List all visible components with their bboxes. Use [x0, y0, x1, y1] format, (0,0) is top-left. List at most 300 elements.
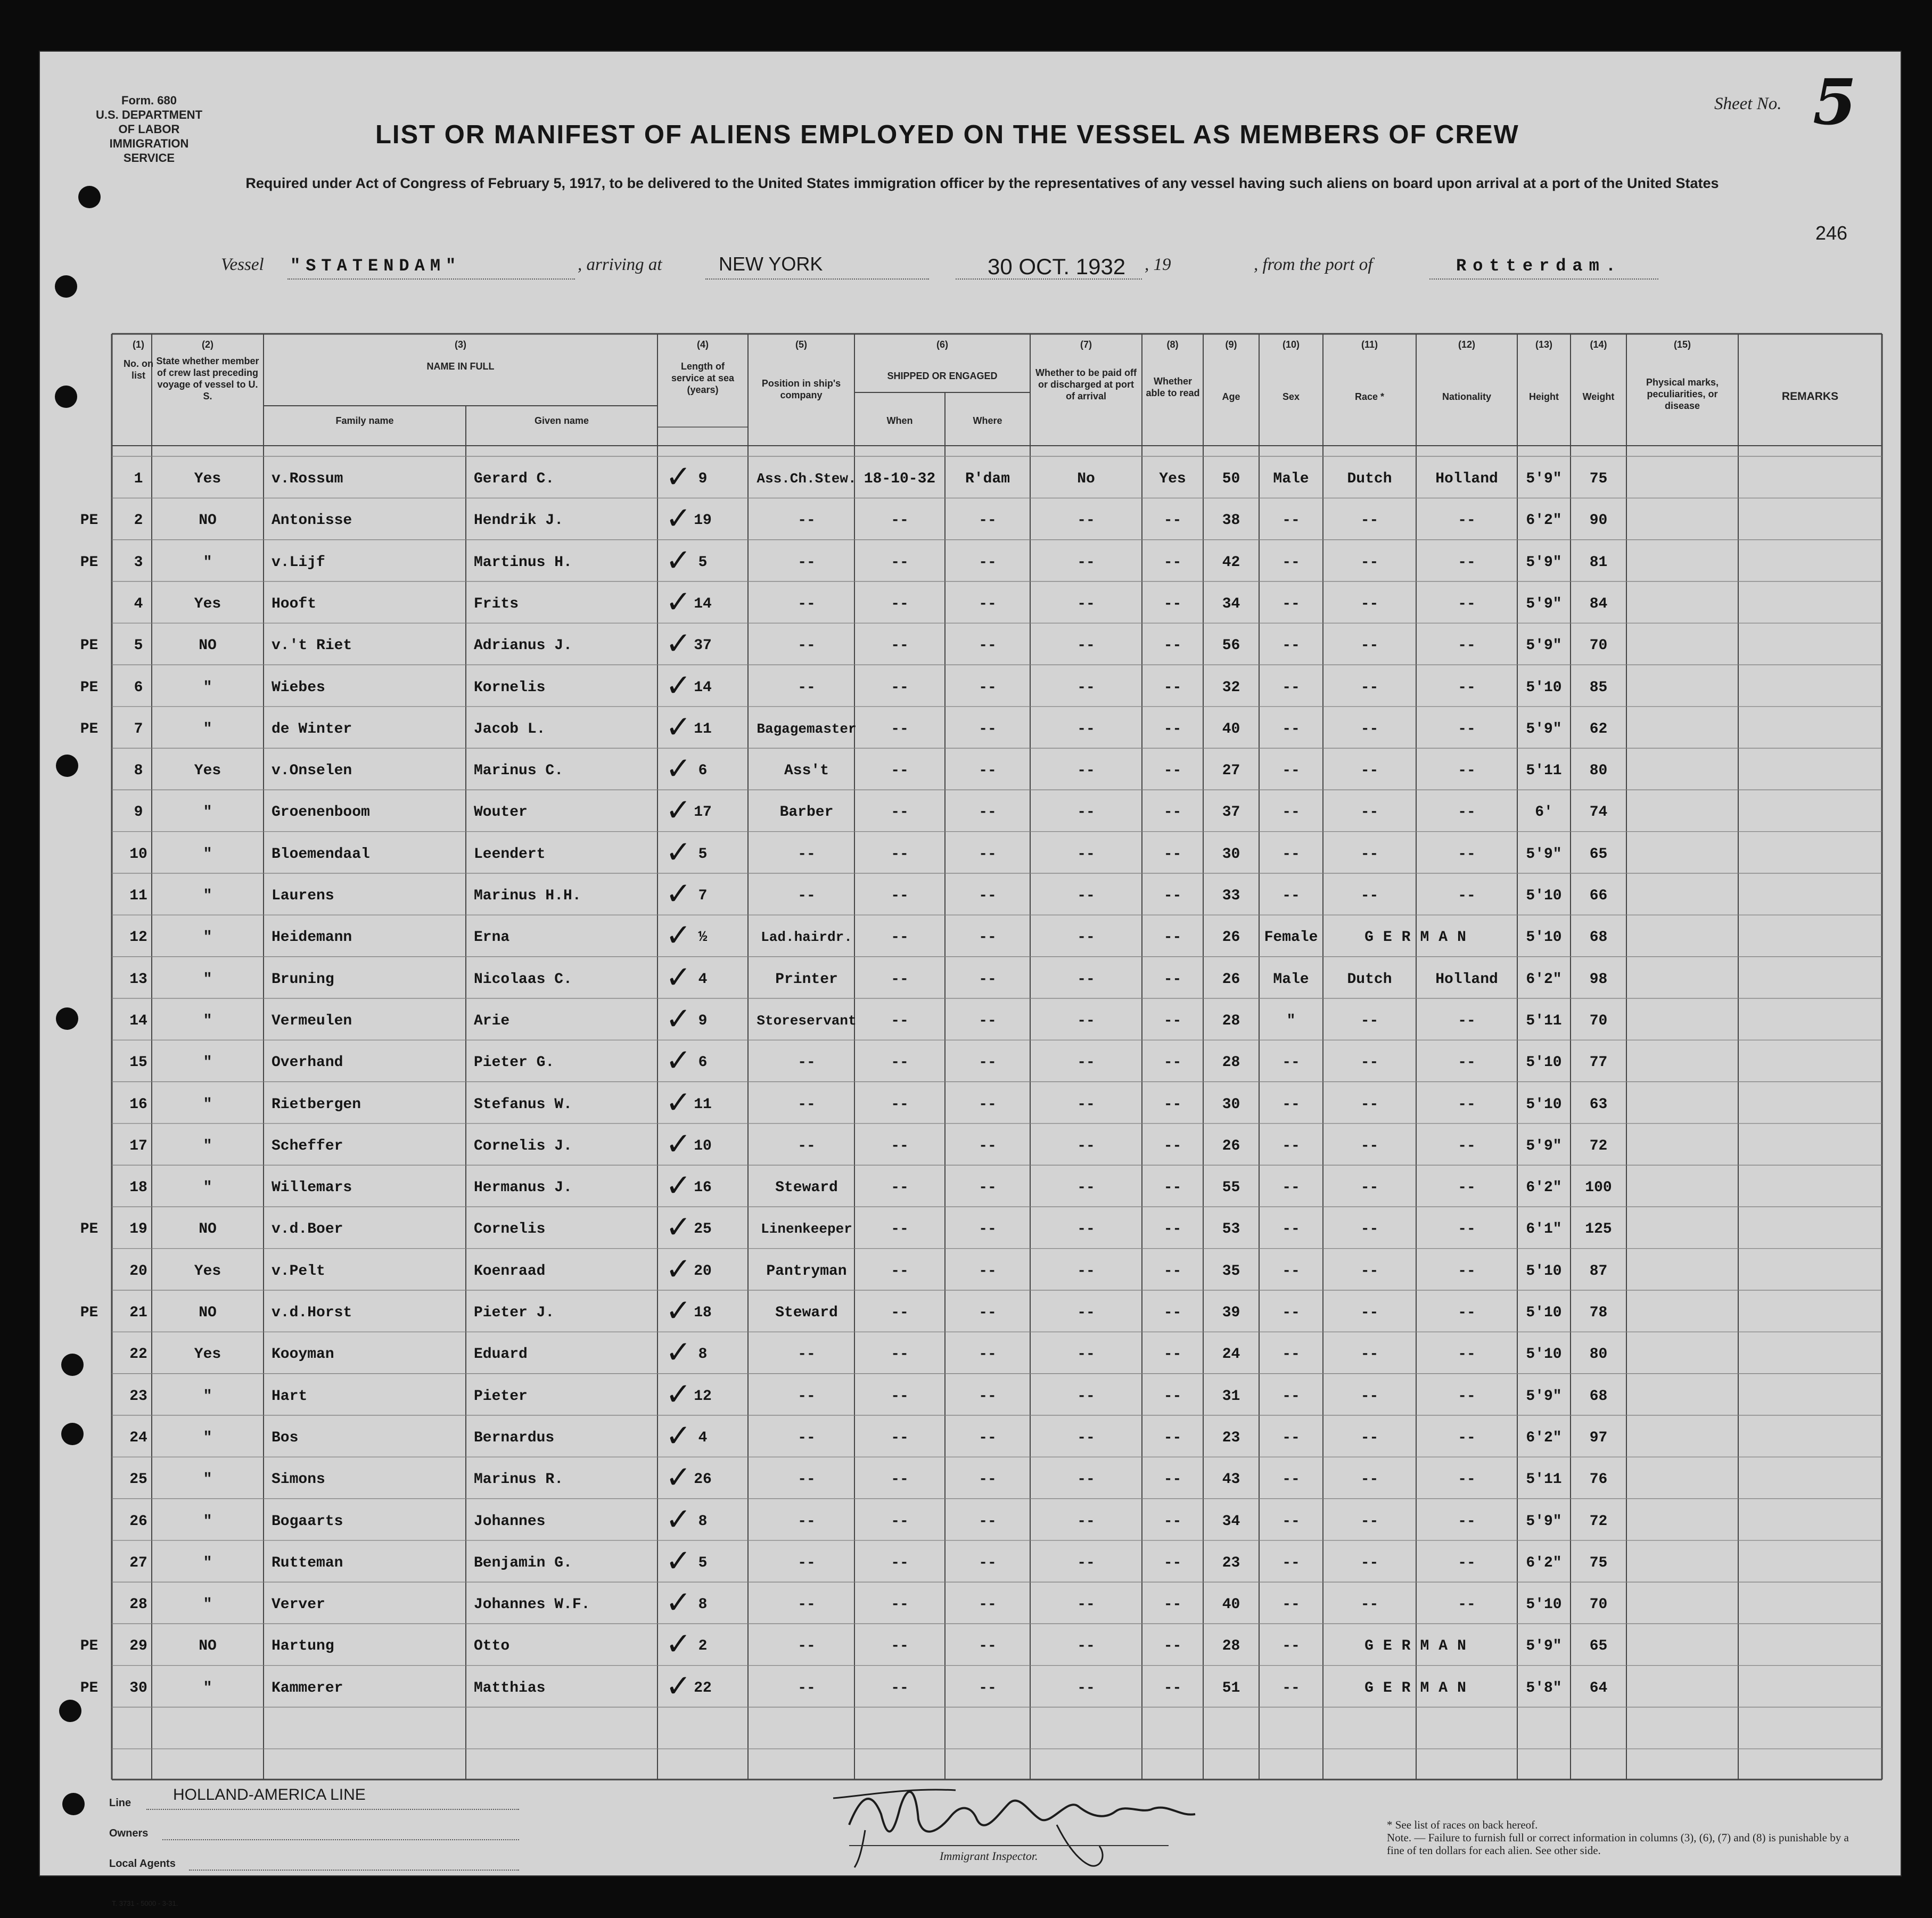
cell-sex: -- [1282, 637, 1300, 654]
cell-no: 12 [129, 929, 147, 946]
header-when: When [886, 415, 913, 426]
check-mark-icon: ✓ [665, 708, 692, 745]
cell-race: -- [1360, 1305, 1379, 1321]
cell-given-name: Erna [474, 929, 510, 946]
table-row [40, 1457, 1901, 1498]
cell-previous-voyage: NO [199, 512, 217, 529]
table-row [40, 915, 1901, 956]
cell-height: 5'9" [1526, 1513, 1562, 1530]
cell-previous-voyage: " [203, 679, 212, 696]
cell-given-name: Marinus R. [474, 1471, 564, 1488]
cell-given-name: Johannes [474, 1513, 546, 1530]
cell-age: 37 [1222, 804, 1240, 821]
cell-sex: Male [1273, 471, 1309, 487]
cell-able-read: -- [1163, 679, 1182, 696]
cell-age: 30 [1222, 1096, 1240, 1113]
header-state-whether: State whether member of crew last preceding voyage of vessel to U. S. [156, 356, 259, 401]
cell-height: 5'10 [1526, 929, 1562, 946]
cell-age: 39 [1222, 1305, 1240, 1321]
year-label: , 19 [1145, 255, 1171, 274]
cell-where: -- [979, 1054, 997, 1071]
cell-sex: -- [1282, 554, 1300, 571]
cell-length-service: 19 [694, 512, 712, 529]
cell-no: 14 [129, 1012, 147, 1029]
cell-no: 17 [129, 1137, 147, 1154]
cell-age: 24 [1222, 1346, 1240, 1363]
cell-family-name: v.Lijf [272, 554, 325, 571]
table-row [40, 540, 1901, 581]
cell-length-service: 37 [694, 637, 712, 654]
cell-able-read: -- [1163, 1221, 1182, 1238]
cell-when: -- [891, 1638, 909, 1655]
punch-hole [55, 275, 77, 298]
cell-length-service: 18 [694, 1305, 712, 1321]
table-row [40, 1332, 1901, 1373]
cell-height: 5'11 [1526, 1012, 1562, 1029]
cell-where: -- [979, 1513, 997, 1530]
cell-when: -- [891, 679, 909, 696]
cell-when: -- [891, 929, 909, 946]
check-mark-icon: ✓ [665, 458, 692, 495]
cell-paid-off: -- [1077, 846, 1095, 863]
cell-where: -- [979, 554, 997, 571]
check-mark-icon: ✓ [665, 1125, 692, 1162]
cell-position: -- [798, 1054, 816, 1071]
cell-able-read: -- [1163, 888, 1182, 904]
cell-previous-voyage: NO [199, 637, 217, 654]
cell-age: 55 [1222, 1179, 1240, 1196]
cell-nationality: -- [1458, 1012, 1476, 1029]
cell-position: Lad.hairdr. [761, 929, 852, 946]
cell-where: -- [979, 595, 997, 612]
header-remarks: REMARKS [1781, 390, 1839, 403]
check-mark-icon: ✓ [665, 500, 692, 537]
check-mark-icon: ✓ [665, 1084, 692, 1120]
cell-previous-voyage: " [203, 1471, 212, 1488]
cell-sex: -- [1282, 763, 1300, 780]
cell-family-name: Rietbergen [272, 1096, 361, 1113]
cell-no: 30 [129, 1679, 147, 1696]
cell-able-read: -- [1163, 1388, 1182, 1405]
header-physical-marks: Physical marks, peculiarities, or disease [1646, 377, 1719, 411]
check-mark-icon: ✓ [665, 1501, 692, 1537]
cell-paid-off: -- [1077, 1263, 1095, 1280]
table-row [40, 1082, 1901, 1124]
cell-age: 40 [1222, 1596, 1240, 1613]
cell-position: Ass't [784, 763, 829, 780]
cell-weight: 85 [1589, 679, 1608, 696]
cell-previous-voyage: " [203, 1679, 212, 1696]
check-mark-icon: ✓ [665, 750, 692, 787]
cell-length-service: 12 [694, 1388, 712, 1405]
cell-race: -- [1360, 1346, 1379, 1363]
cell-no: 5 [134, 637, 143, 654]
cell-position: Steward [775, 1305, 838, 1321]
cell-able-read: -- [1163, 637, 1182, 654]
cell-position: Bagagemaster [757, 720, 857, 737]
cell-no: 16 [129, 1096, 147, 1113]
pe-mark: PE [80, 1221, 98, 1238]
cell-paid-off: No [1077, 471, 1095, 487]
cell-nationality: -- [1458, 846, 1476, 863]
cell-age: 28 [1222, 1012, 1240, 1029]
cell-weight: 81 [1589, 554, 1608, 571]
cell-height: 6'2" [1526, 1429, 1562, 1446]
cell-weight: 68 [1589, 929, 1608, 946]
cell-weight: 63 [1589, 1096, 1608, 1113]
cell-previous-voyage: " [203, 846, 212, 863]
cell-age: 26 [1222, 1137, 1240, 1154]
cell-nationality: -- [1458, 804, 1476, 821]
cell-age: 23 [1222, 1429, 1240, 1446]
cell-previous-voyage: " [203, 1179, 212, 1196]
cell-age: 26 [1222, 929, 1240, 946]
cell-able-read: -- [1163, 1513, 1182, 1530]
cell-length-service: 11 [694, 720, 712, 737]
cell-given-name: Cornelis J. [474, 1137, 572, 1154]
cell-family-name: Willemars [272, 1179, 352, 1196]
cell-length-service: 9 [698, 471, 708, 487]
cell-weight: 76 [1589, 1471, 1608, 1488]
cell-family-name: Hooft [272, 595, 317, 612]
cell-nationality: Holland [1435, 471, 1498, 487]
cell-height: 5'10 [1526, 1263, 1562, 1280]
check-mark-icon: ✓ [665, 1167, 692, 1204]
check-mark-icon: ✓ [665, 958, 692, 995]
cell-sex: -- [1282, 1221, 1300, 1238]
cell-position: -- [798, 1513, 816, 1530]
cell-family-name: de Winter [272, 720, 352, 737]
cell-no: 20 [129, 1263, 147, 1280]
check-mark-icon: ✓ [665, 667, 692, 703]
punch-hole [59, 1700, 81, 1722]
cell-paid-off: -- [1077, 1596, 1095, 1613]
cell-no: 23 [129, 1388, 147, 1405]
cell-when: 18-10-32 [864, 471, 936, 487]
cell-height: 5'10 [1526, 1054, 1562, 1071]
cell-when: -- [891, 1596, 909, 1613]
cell-paid-off: -- [1077, 804, 1095, 821]
cell-sex: -- [1282, 1554, 1300, 1571]
col-num-2: (2) [202, 339, 213, 350]
cell-weight: 70 [1589, 1012, 1608, 1029]
cell-sex: -- [1282, 1471, 1300, 1488]
check-mark-icon: ✓ [665, 792, 692, 829]
cell-nationality: -- [1458, 1221, 1476, 1238]
col-num-5: (5) [795, 339, 807, 350]
cell-when: -- [891, 1513, 909, 1530]
cell-position: -- [798, 1638, 816, 1655]
pe-mark: PE [80, 554, 98, 571]
cell-race: -- [1360, 512, 1379, 529]
cell-length-service: 5 [698, 554, 708, 571]
cell-length-service: 20 [694, 1263, 712, 1280]
cell-no: 2 [134, 512, 143, 529]
cell-race: -- [1360, 1012, 1379, 1029]
cell-position: -- [798, 846, 816, 863]
cell-age: 43 [1222, 1471, 1240, 1488]
cell-race: -- [1360, 1429, 1379, 1446]
cell-sex: -- [1282, 1179, 1300, 1196]
pe-mark: PE [80, 720, 98, 737]
cell-sex: -- [1282, 1388, 1300, 1405]
col-num-13: (13) [1535, 339, 1552, 350]
cell-length-service: 9 [698, 1012, 708, 1029]
cell-where: -- [979, 1137, 997, 1154]
cell-family-name: Groenenboom [272, 804, 370, 821]
cell-race: Dutch [1347, 471, 1392, 487]
pe-mark: PE [80, 1305, 98, 1321]
cell-position: -- [798, 1346, 816, 1363]
cell-family-name: v.'t Riet [272, 637, 352, 654]
cell-when: -- [891, 554, 909, 571]
cell-given-name: Marinus H.H. [474, 888, 581, 904]
cell-family-name: Scheffer [272, 1137, 343, 1154]
cell-length-service: 11 [694, 1096, 712, 1113]
cell-given-name: Benjamin G. [474, 1554, 572, 1571]
cell-when: -- [891, 1305, 909, 1321]
cell-position: -- [798, 554, 816, 571]
cell-height: 5'10 [1526, 1596, 1562, 1613]
cell-previous-voyage: Yes [194, 471, 221, 487]
cell-where: -- [979, 1346, 997, 1363]
cell-given-name: Hermanus J. [474, 1179, 572, 1196]
cell-sex: -- [1282, 1305, 1300, 1321]
owners-label: Owners [109, 1827, 149, 1839]
cell-sex: -- [1282, 1137, 1300, 1154]
cell-able-read: -- [1163, 1305, 1182, 1321]
cell-weight: 74 [1589, 804, 1608, 821]
cell-length-service: 4 [698, 1429, 708, 1446]
cell-able-read: -- [1163, 804, 1182, 821]
punch-hole [78, 186, 101, 208]
cell-nationality: -- [1458, 1054, 1476, 1071]
cell-position: Storeservant [757, 1012, 857, 1029]
cell-height: 5'9" [1526, 595, 1562, 612]
cell-nationality: Holland [1435, 971, 1498, 988]
table-row [40, 498, 1901, 539]
header-no-on-list: No. on list [124, 358, 153, 381]
cell-position: Printer [775, 971, 838, 988]
cell-able-read: -- [1163, 763, 1182, 780]
cell-position: -- [798, 1137, 816, 1154]
table-row [40, 957, 1901, 998]
cell-paid-off: -- [1077, 1429, 1095, 1446]
cell-age: 40 [1222, 720, 1240, 737]
cell-family-name: Kooyman [272, 1346, 334, 1363]
pe-mark: PE [80, 1638, 98, 1655]
cell-weight: 70 [1589, 637, 1608, 654]
cell-where: -- [979, 804, 997, 821]
cell-race: -- [1360, 763, 1379, 780]
cell-weight: 72 [1589, 1513, 1608, 1530]
cell-race: GERMAN [1364, 1679, 1476, 1696]
table-row [40, 1499, 1901, 1540]
cell-able-read: -- [1163, 1012, 1182, 1029]
cell-no: 4 [134, 595, 143, 612]
cell-family-name: v.d.Boer [272, 1221, 343, 1238]
cell-weight: 80 [1589, 763, 1608, 780]
cell-able-read: -- [1163, 595, 1182, 612]
cell-position: -- [798, 1471, 816, 1488]
cell-paid-off: -- [1077, 1305, 1095, 1321]
cell-no: 11 [129, 888, 147, 904]
cell-previous-voyage: " [203, 1596, 212, 1613]
table-row [40, 1582, 1901, 1624]
cell-given-name: Bernardus [474, 1429, 555, 1446]
cell-length-service: 22 [694, 1679, 712, 1696]
check-mark-icon: ✓ [665, 1250, 692, 1287]
cell-sex: -- [1282, 1638, 1300, 1655]
cell-when: -- [891, 1346, 909, 1363]
cell-previous-voyage: NO [199, 1638, 217, 1655]
cell-where: -- [979, 1388, 997, 1405]
cell-length-service: 8 [698, 1346, 708, 1363]
cell-paid-off: -- [1077, 888, 1095, 904]
punch-hole [61, 1423, 84, 1445]
cell-length-service: 17 [694, 804, 712, 821]
cell-previous-voyage: " [203, 888, 212, 904]
cell-height: 6'2" [1526, 1554, 1562, 1571]
from-port-label: , from the port of [1254, 255, 1373, 274]
cell-position: -- [798, 888, 816, 904]
cell-when: -- [891, 720, 909, 737]
cell-when: -- [891, 1263, 909, 1280]
cell-length-service: 7 [698, 888, 708, 904]
cell-family-name: Hartung [272, 1638, 334, 1655]
cell-previous-voyage: " [203, 554, 212, 571]
cell-paid-off: -- [1077, 637, 1095, 654]
cell-given-name: Stefanus W. [474, 1096, 572, 1113]
cell-able-read: -- [1163, 1596, 1182, 1613]
cell-previous-voyage: " [203, 804, 212, 821]
cell-given-name: Pieter J. [474, 1305, 555, 1321]
cell-race: -- [1360, 1388, 1379, 1405]
service-name: IMMIGRATION SERVICE [109, 137, 189, 165]
pe-mark: PE [80, 679, 98, 696]
table-row [40, 1249, 1901, 1290]
cell-no: 13 [129, 971, 147, 988]
cell-previous-voyage: " [203, 1054, 212, 1071]
punch-hole [55, 386, 77, 408]
cell-given-name: Marinus C. [474, 763, 564, 780]
cell-able-read: -- [1163, 512, 1182, 529]
cell-no: 9 [134, 804, 143, 821]
cell-no: 29 [129, 1638, 147, 1655]
cell-nationality: -- [1458, 1388, 1476, 1405]
cell-weight: 80 [1589, 1346, 1608, 1363]
cell-paid-off: -- [1077, 971, 1095, 988]
cell-nationality: -- [1458, 1513, 1476, 1530]
cell-length-service: 14 [694, 595, 712, 612]
cell-position: -- [798, 1388, 816, 1405]
cell-family-name: v.d.Horst [272, 1305, 352, 1321]
cell-previous-voyage: NO [199, 1221, 217, 1238]
cell-height: 5'9" [1526, 637, 1562, 654]
cell-race: -- [1360, 720, 1379, 737]
cell-weight: 75 [1589, 1554, 1608, 1571]
cell-no: 7 [134, 720, 143, 737]
cell-where: -- [979, 1679, 997, 1696]
cell-position: -- [798, 1429, 816, 1446]
cell-position: -- [798, 679, 816, 696]
col-num-6: (6) [936, 339, 948, 350]
cell-age: 28 [1222, 1054, 1240, 1071]
vessel-label: Vessel [221, 255, 264, 274]
table-row [40, 623, 1901, 665]
cell-nationality: -- [1458, 1596, 1476, 1613]
cell-height: 6' [1535, 804, 1553, 821]
cell-given-name: Cornelis [474, 1221, 546, 1238]
cell-height: 5'10 [1526, 1305, 1562, 1321]
cell-position: -- [798, 1096, 816, 1113]
cell-position: Linenkeeper [761, 1221, 852, 1237]
cell-weight: 100 [1585, 1179, 1612, 1196]
cell-sex: -- [1282, 804, 1300, 821]
cell-no: 3 [134, 554, 143, 571]
header-paid-off: Whether to be paid off or discharged at port of arrival [1035, 367, 1137, 401]
cell-sex: Female [1264, 929, 1318, 946]
cell-height: 5'8" [1526, 1679, 1562, 1696]
cell-sex: -- [1282, 1429, 1300, 1446]
form-code: T. 3731 - 5000 - 3-31. [112, 1899, 178, 1907]
table-row [40, 1666, 1901, 1707]
cell-where: -- [979, 1429, 997, 1446]
cell-weight: 72 [1589, 1137, 1608, 1154]
cell-where: -- [979, 720, 997, 737]
cell-family-name: Bloemendaal [272, 846, 370, 863]
check-mark-icon: ✓ [665, 1417, 692, 1454]
cell-position: -- [798, 1554, 816, 1571]
page-number-stamp: 246 [1815, 222, 1848, 244]
cell-paid-off: -- [1077, 1513, 1095, 1530]
cell-no: 6 [134, 679, 143, 696]
cell-able-read: -- [1163, 846, 1182, 863]
cell-when: -- [891, 1054, 909, 1071]
cell-weight: 65 [1589, 846, 1608, 863]
header-family-name: Family name [335, 415, 394, 426]
cell-length-service: 2 [698, 1638, 708, 1655]
cell-paid-off: -- [1077, 595, 1095, 612]
cell-race: -- [1360, 1137, 1379, 1154]
cell-weight: 84 [1589, 595, 1608, 612]
check-mark-icon: ✓ [665, 1626, 692, 1662]
cell-given-name: Eduard [474, 1346, 528, 1363]
cell-paid-off: -- [1077, 1096, 1095, 1113]
cell-weight: 70 [1589, 1596, 1608, 1613]
page-subtitle: Required under Act of Congress of February 5, 1917, to be delivered to the United States immigration officer by the representatives of any vessel having such aliens on board upon arrival at a port of the United States [245, 175, 1719, 191]
cell-when: -- [891, 1471, 909, 1488]
cell-race: -- [1360, 554, 1379, 571]
cell-when: -- [891, 1554, 909, 1571]
cell-height: 5'9" [1526, 1388, 1562, 1405]
cell-age: 33 [1222, 888, 1240, 904]
cell-race: -- [1360, 1513, 1379, 1530]
cell-where: -- [979, 888, 997, 904]
cell-paid-off: -- [1077, 1554, 1095, 1571]
cell-able-read: -- [1163, 1471, 1182, 1488]
cell-weight: 75 [1589, 471, 1608, 487]
cell-given-name: Gerard C. [474, 471, 555, 487]
cell-race: GERMAN [1364, 1638, 1476, 1655]
sheet-number: 5 [1813, 65, 1857, 139]
arrival-port: NEW YORK [719, 253, 823, 275]
cell-able-read: -- [1163, 1263, 1182, 1280]
cell-age: 30 [1222, 846, 1240, 863]
cell-no: 28 [129, 1596, 147, 1613]
cell-length-service: 8 [698, 1596, 708, 1613]
header-name-in-full: NAME IN FULL [426, 361, 495, 372]
